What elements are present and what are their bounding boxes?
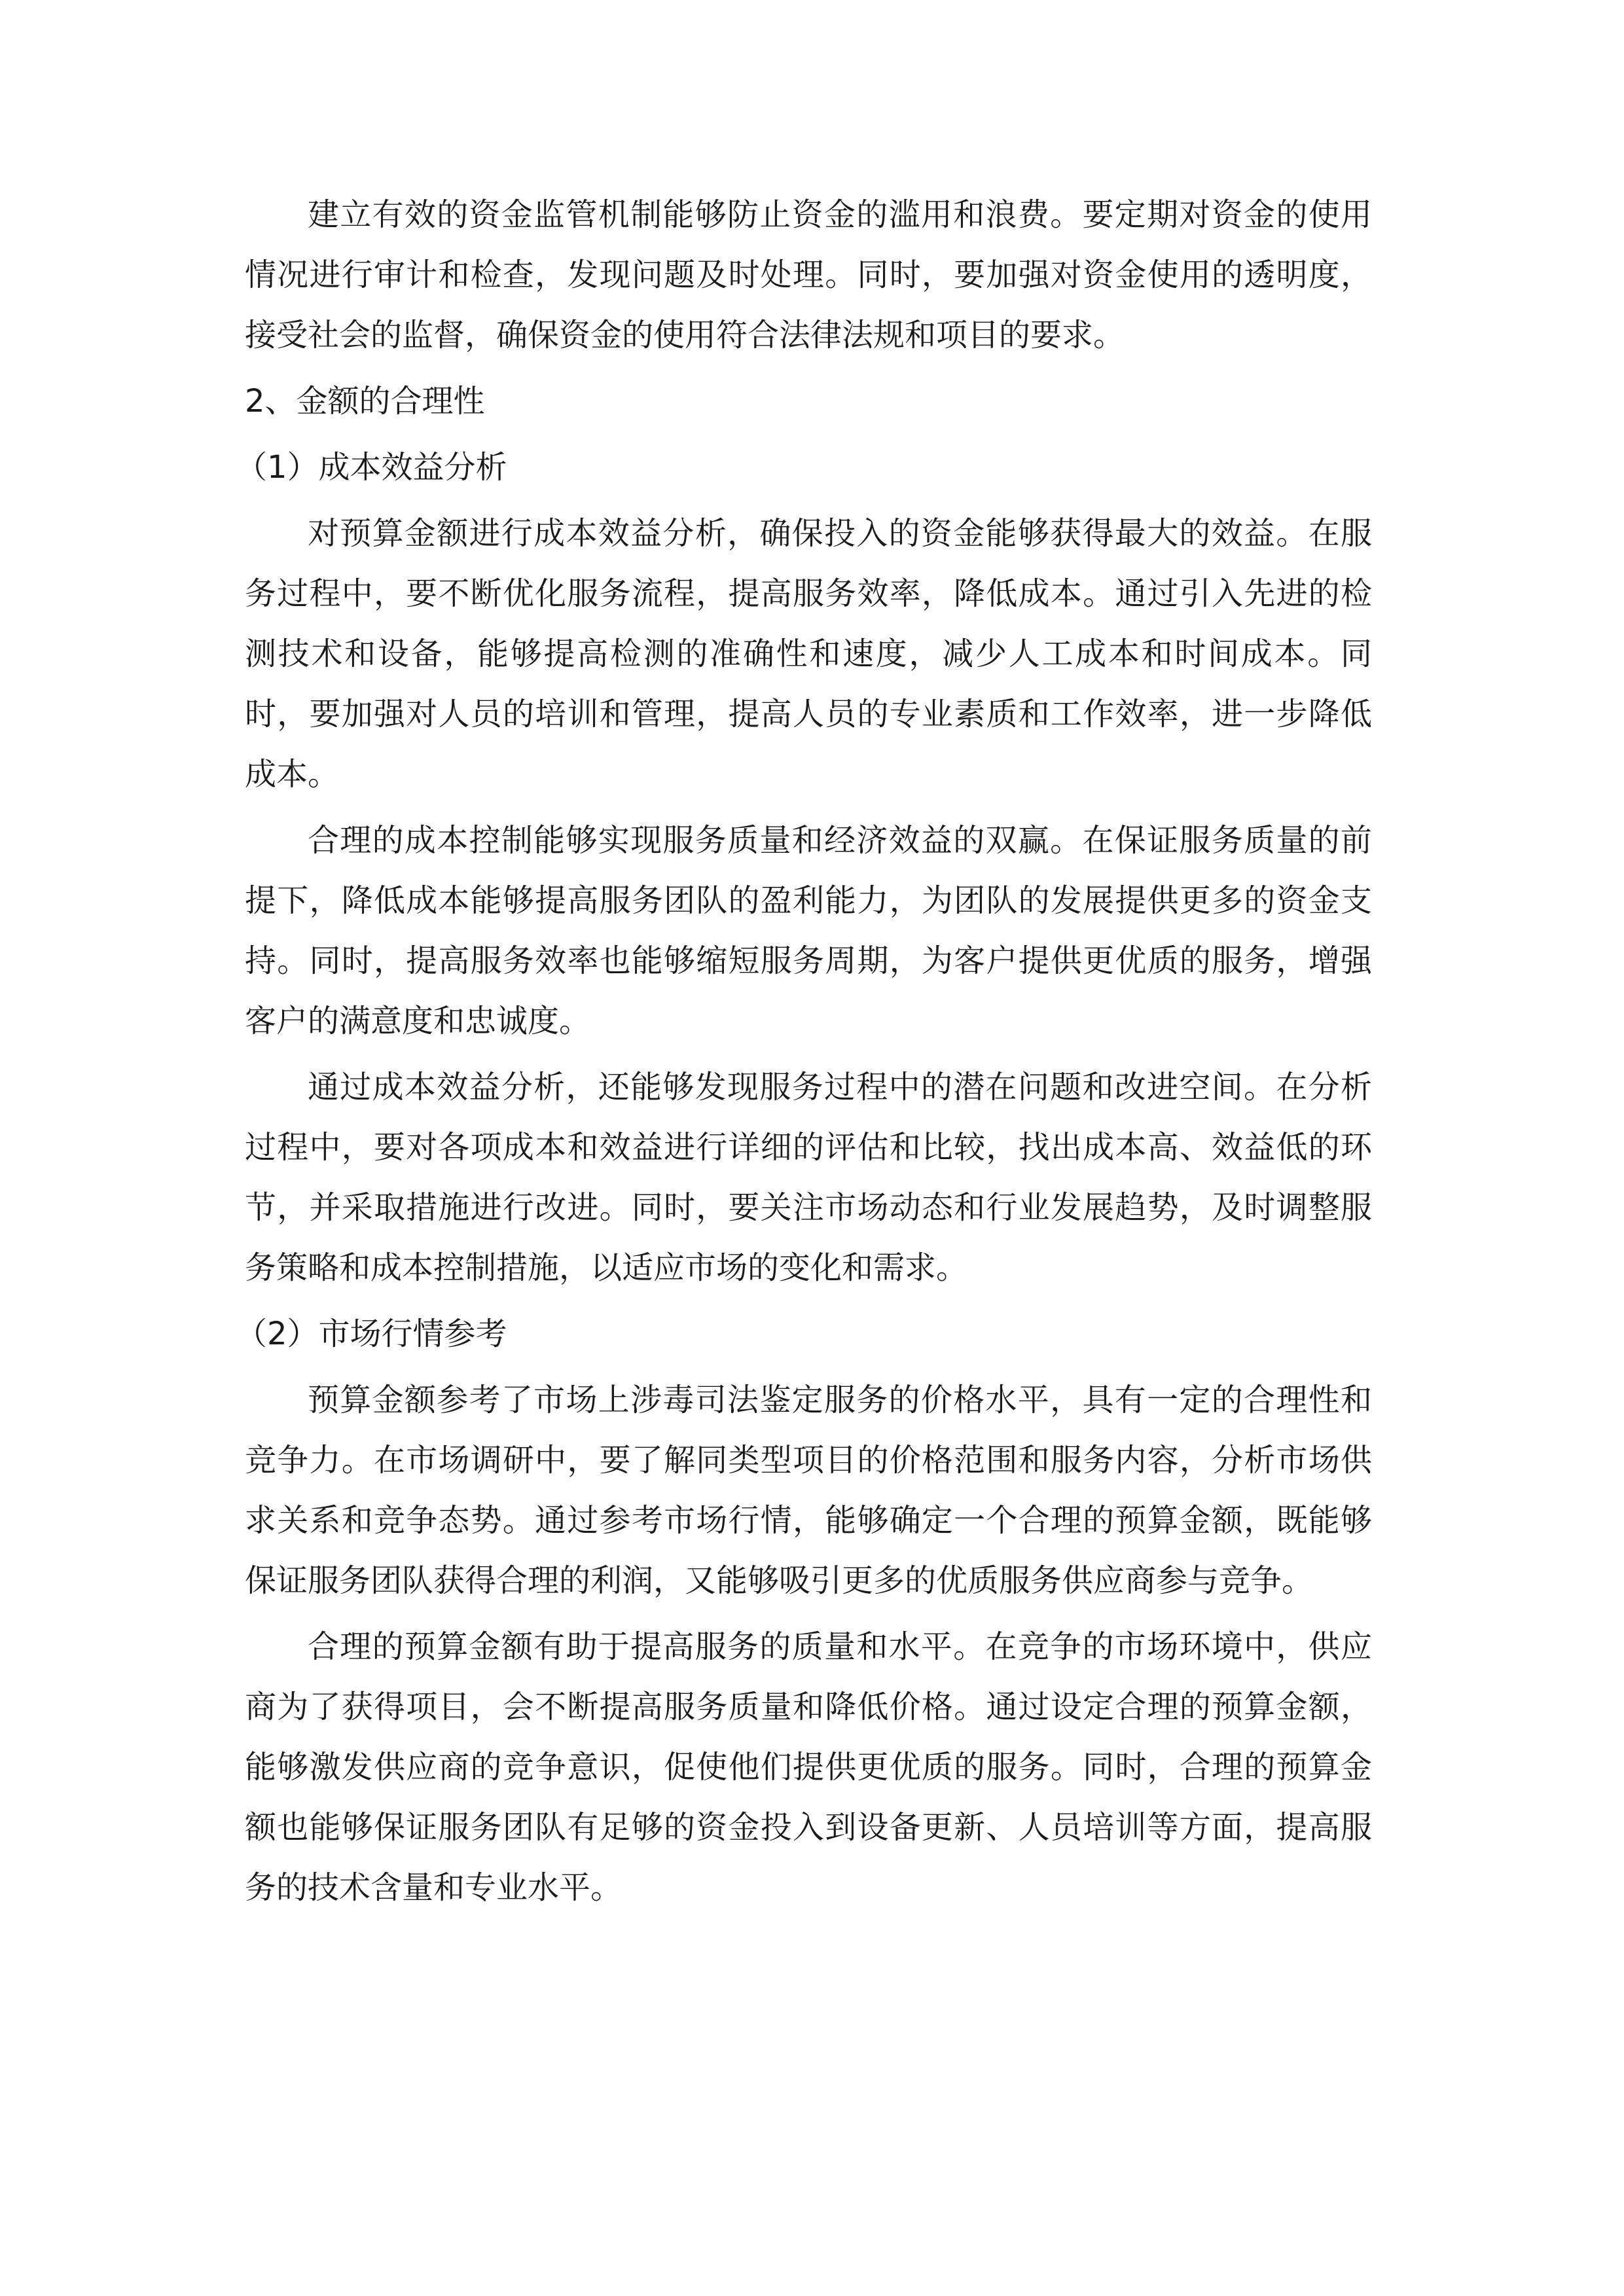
subsection-heading-cost-benefit: （1）成本效益分析	[236, 449, 507, 486]
document-body	[236, 185, 1372, 1924]
paragraph-budget-quality: 合理的预算金额有助于提高服务的质量和水平。在竞争的市场环境中，供应商为了获得项目，会不断提高服务质量和降低价格。通过设定合理的预算金额，能够激发供应商的竞争意识，促使他们提供更优质的服务。同时，合理的预算金额也能够保证服务团队有足够的资金投入到设备更新、人员培训等方面，提高服务的技术含量和专业水平。	[245, 1628, 1372, 1906]
paragraph-market-price: 预算金额参考了市场上涉毒司法鉴定服务的价格水平，具有一定的合理性和竞争力。在市场调研中，要了解同类型项目的价格范围和服务内容，分析市场供求关系和竞争态势。通过参考市场行情，能够确定一个合理的预算金额，既能够保证服务团队获得合理的利润，又能够吸引更多的优质服务供应商参与竞争。	[245, 1382, 1372, 1599]
subsection-heading-market-reference: （2）市场行情参考	[236, 1316, 507, 1352]
paragraph-cost-control: 合理的成本控制能够实现服务质量和经济效益的双赢。在保证服务质量的前提下，降低成本能够提高服务团队的盈利能力，为团队的发展提供更多的资金支持。同时，提高服务效率也能够缩短服务周期，为客户提供更优质的服务，增强客户的满意度和忠诚度。	[245, 822, 1372, 1039]
paragraph-improvement-space: 通过成本效益分析，还能够发现服务过程中的潜在问题和改进空间。在分析过程中，要对各项成本和效益进行详细的评估和比较，找出成本高、效益低的环节，并采取措施进行改进。同时，要关注市场动态和行业发展趋势，及时调整服务策略和成本控制措施，以适应市场的变化和需求。	[245, 1069, 1372, 1286]
paragraph-fund-supervision: 建立有效的资金监管机制能够防止资金的滥用和浪费。要定期对资金的使用情况进行审计和检查，发现问题及时处理。同时，要加强对资金使用的透明度，接受社会的监督，确保资金的使用符合法律法规和项目的要求。	[245, 196, 1372, 353]
paragraph-cost-benefit-analysis: 对预算金额进行成本效益分析，确保投入的资金能够获得最大的效益。在服务过程中，要不断优化服务流程，提高服务效率，降低成本。通过引入先进的检测技术和设备，能够提高检测的准确性和速度，减少人工成本和时间成本。同时，要加强对人员的培训和管理，提高人员的专业素质和工作效率，进一步降低成本。	[245, 515, 1372, 793]
section-heading-amount-rationality: 2、金额的合理性	[245, 383, 485, 420]
